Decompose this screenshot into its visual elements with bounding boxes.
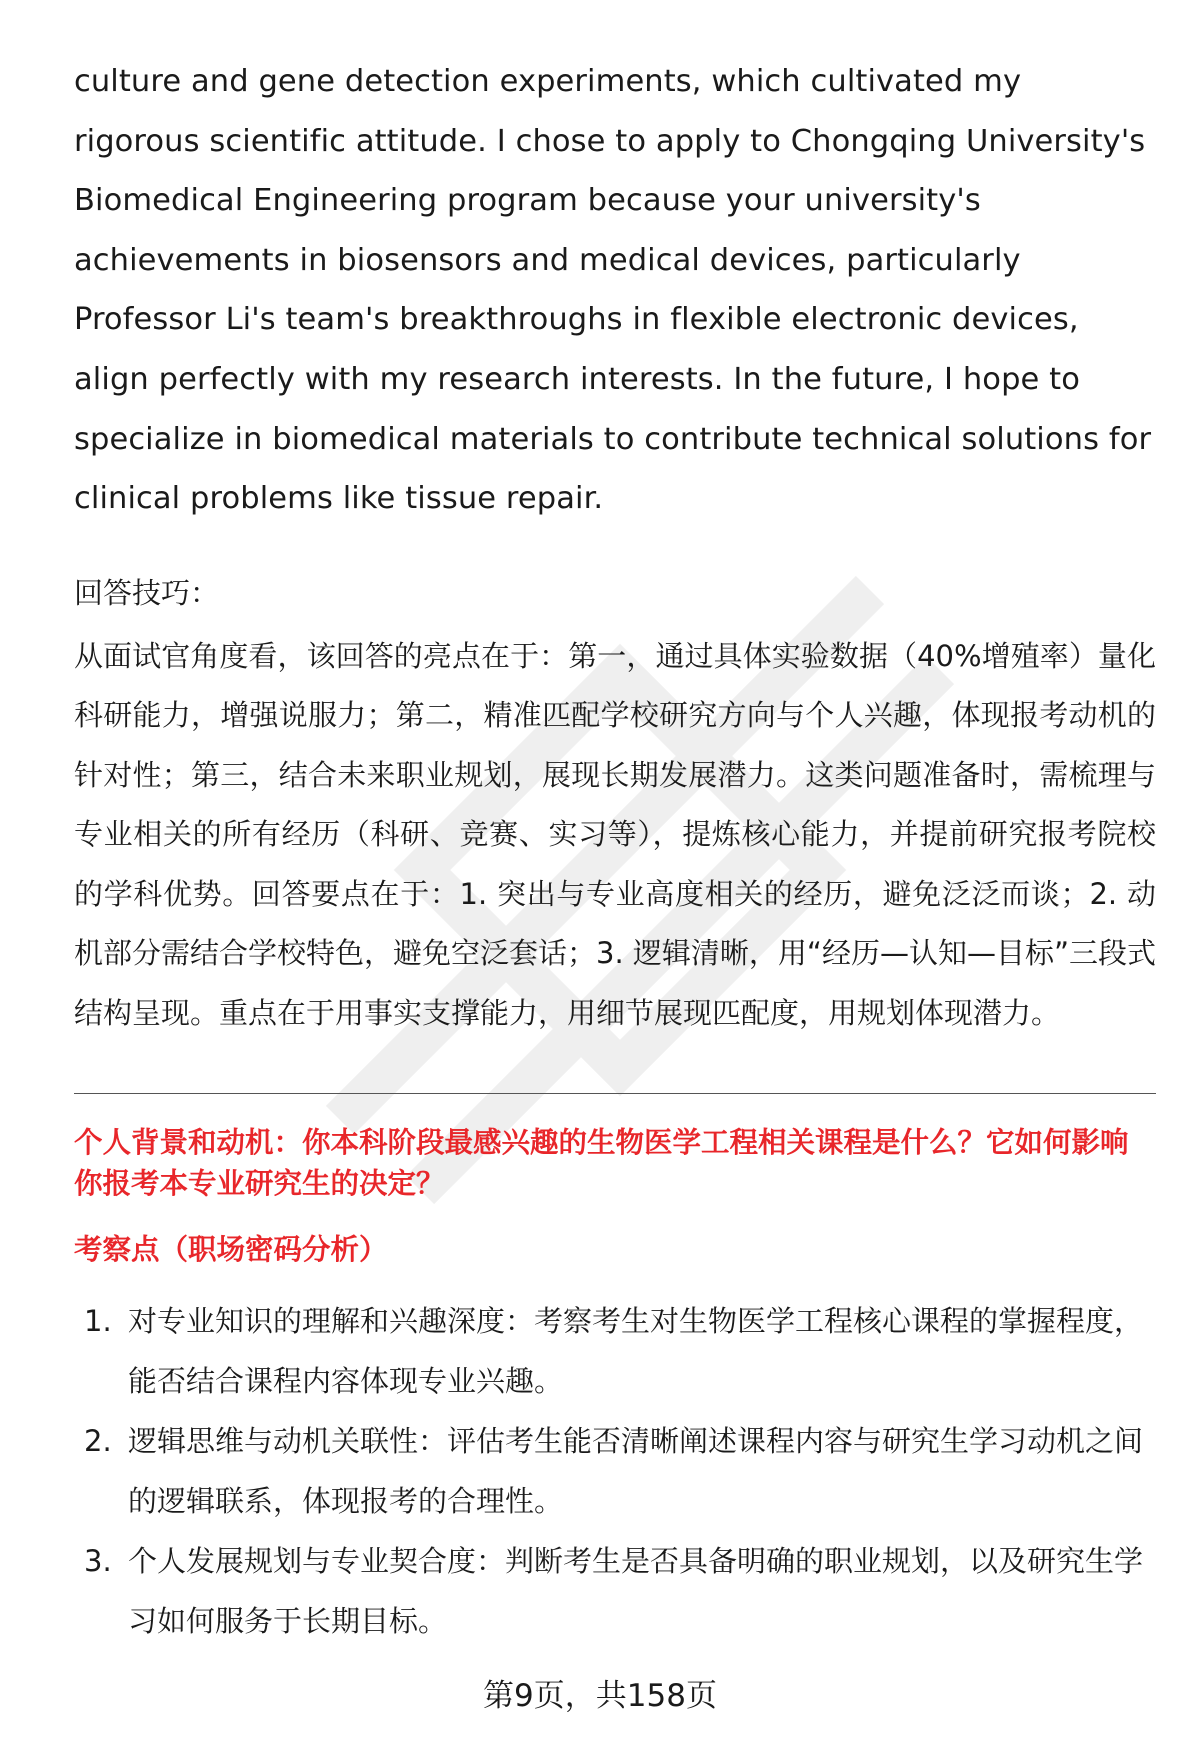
list-item-text: 逻辑思维与动机关联性：评估考生能否清晰阐述课程内容与研究生学习动机之间的逻辑联系，体现报考的合理性。 [128, 1424, 1144, 1518]
document-page [74, 52, 1156, 1652]
page-footer: 第9页，共158页 [483, 1678, 717, 1714]
list-item-number: 2. [84, 1424, 112, 1459]
section-label: 考察点（职场密码分析） [74, 1233, 388, 1267]
intro-paragraph: culture and gene detection experiments, which cultivated my rigorous scientific attitude. I chose to apply to Chongqing University's Biomedical Engineering program because your university's achievements in biosensors and medical devices, particularly Professor Li's team's breakthroughs in flexible electronic devices, align perfectly with my research interests. In the future, I hope to specialize in biomedical materials to contribute technical solutions for clinical problems like tissue repair. [74, 64, 1152, 517]
list-item-text: 个人发展规划与专业契合度：判断考生是否具备明确的职业规划，以及研究生学习如何服务于长期目标。 [128, 1544, 1144, 1638]
list-item [74, 1292, 1156, 1411]
assessment-points-list [74, 1292, 1156, 1651]
tips-title: 回答技巧： [74, 575, 220, 610]
list-item-text: 对专业知识的理解和兴趣深度：考察考生对生物医学工程核心课程的掌握程度，能否结合课程内容体现专业兴趣。 [128, 1304, 1144, 1398]
list-item [74, 1532, 1156, 1651]
list-item-number: 3. [84, 1544, 112, 1579]
list-item [74, 1412, 1156, 1531]
question-heading: 个人背景和动机：你本科阶段最感兴趣的生物医学工程相关课程是什么？它如何影响你报考本专业研究生的决定？ [74, 1126, 1129, 1201]
section-divider [74, 1093, 1156, 1094]
list-item-number: 1. [84, 1304, 112, 1339]
tips-body: 从面试官角度看，该回答的亮点在于：第一，通过具体实验数据（40%增殖率）量化科研能力，增强说服力；第二，精准匹配学校研究方向与个人兴趣，体现报考动机的针对性；第三，结合未来职业规划，展现长期发展潜力。这类问题准备时，需梳理与专业相关的所有经历（科研、竞赛、实习等），提炼核心能力，并提前研究报考院校的学科优势。回答要点在于：1. 突出与专业高度相关的经历，避免泛泛而谈；2. 动机部分需结合学校特色，避免空泛套话；3. 逻辑清晰，用“经历—认知—目标”三段式结构呈现。重点在于用事实支撑能力，用细节展现匹配度，用规划体现潜力。 [74, 638, 1156, 1030]
